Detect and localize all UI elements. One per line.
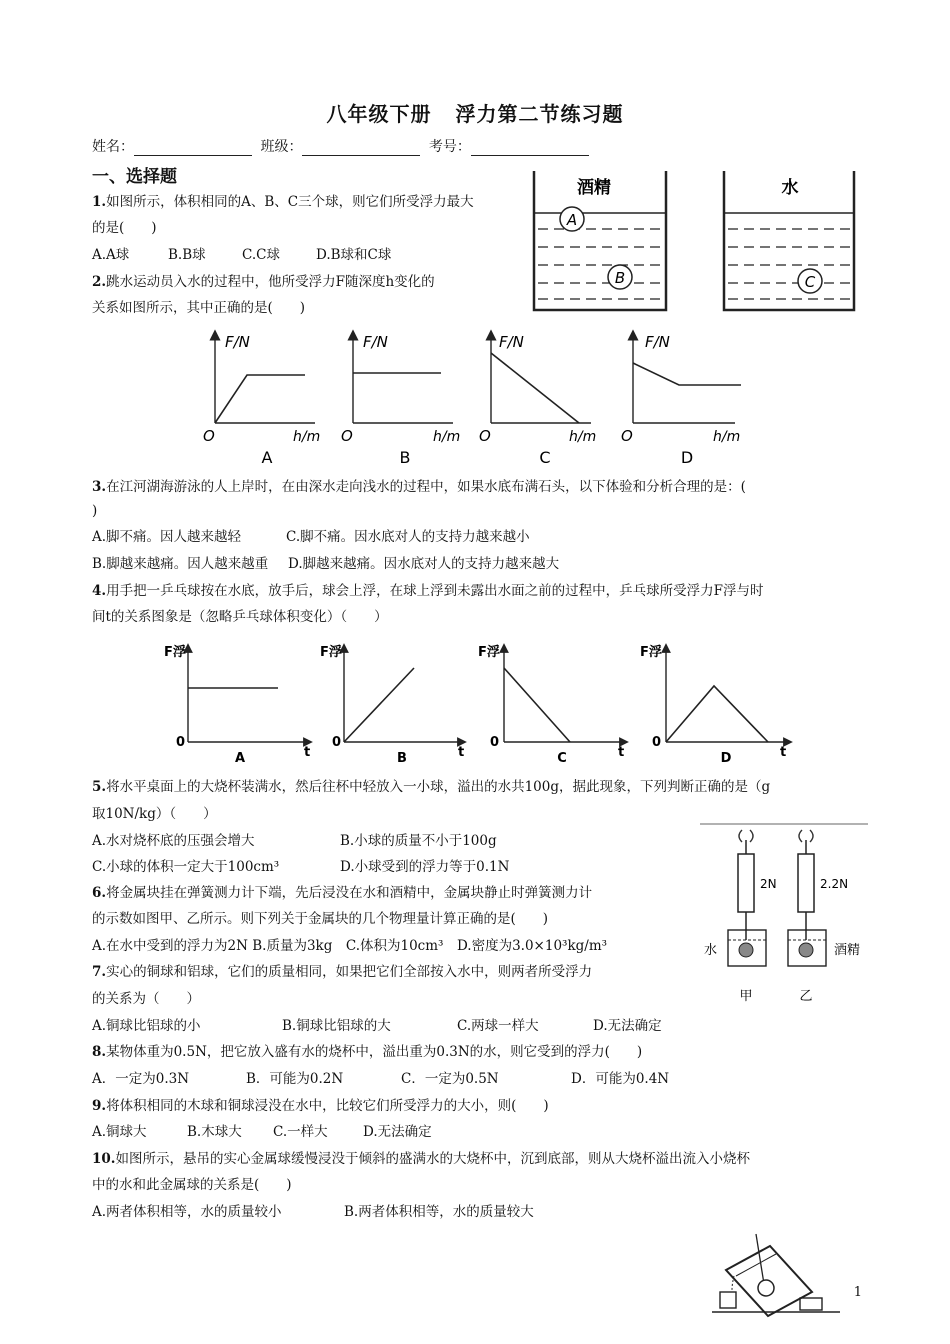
q2-b-origin: O xyxy=(341,427,353,445)
q2-d-letter[interactable]: D xyxy=(680,448,694,467)
q1-line2: 的是( ) xyxy=(92,220,157,236)
scale-left xyxy=(704,830,777,1004)
q7-option-d[interactable]: D.无法确定 xyxy=(593,1018,662,1034)
q9-option-a[interactable]: A.铜球大 xyxy=(92,1124,147,1140)
name-blank[interactable] xyxy=(134,141,252,156)
q10-line1 xyxy=(92,1150,750,1168)
q6-spring-scale-figure xyxy=(700,822,870,1007)
q4-d-ylabel: F浮 xyxy=(640,645,662,660)
q8-line1 xyxy=(92,1043,642,1061)
q1-options xyxy=(92,246,391,264)
q4-b-ylabel: F浮 xyxy=(320,645,342,660)
q6-number: 6. xyxy=(92,885,107,901)
q1-text1: 如图所示，体积相同的A、B、C三个球，则它们所受浮力最大 xyxy=(106,194,474,210)
q6-text1: 将金属块挂在弹簧测力计下端，先后浸没在水和酒精中，金属块静止时弹簧测力计 xyxy=(106,885,593,901)
q4-c-xlabel: t xyxy=(618,745,625,760)
q2-text1: 跳水运动员入水的过程中，他所受浮力F随深度h变化的 xyxy=(106,274,435,290)
q2-a-letter[interactable]: A xyxy=(261,448,273,467)
q9-line1 xyxy=(92,1097,549,1115)
q4-number: 4. xyxy=(92,583,107,599)
q2-b-letter[interactable]: B xyxy=(399,448,411,467)
alcohol-label: 酒精 xyxy=(577,178,611,198)
q9-number: 9. xyxy=(92,1098,107,1114)
q5-option-a[interactable]: A.水对烧杯底的压强会增大 xyxy=(92,833,255,849)
q4-graph-d xyxy=(640,644,788,766)
q10-option-b[interactable]: B.两者体积相等，水的质量较大 xyxy=(344,1204,534,1220)
q8-text1: 某物体重为0.5N，把它放入盛有水的烧杯中，溢出重为0.3N的水，则它受到的浮力( ) xyxy=(106,1044,643,1060)
page-number: 1 xyxy=(853,1285,862,1300)
q7-line2: 的关系为（ ） xyxy=(92,991,200,1007)
q3-option-c[interactable]: C.脚不痛。因水底对人的支持力越来越小 xyxy=(286,529,530,545)
q8-options xyxy=(92,1070,669,1088)
q8-option-d[interactable]: D．可能为0.4N xyxy=(571,1071,670,1087)
q2-d-origin: O xyxy=(621,427,633,445)
class-blank[interactable] xyxy=(302,141,420,156)
q5-line2: 取10N/kg）（ ） xyxy=(92,806,217,822)
q1-beakers-figure xyxy=(528,165,868,315)
q4-graph-c xyxy=(478,644,624,766)
q5-line1 xyxy=(92,778,770,796)
q10-line2: 中的水和此金属球的关系是( ) xyxy=(92,1177,292,1193)
q4-graph-b xyxy=(320,644,464,766)
q4-graph-a xyxy=(164,644,310,766)
q9-option-d[interactable]: D.无法确定 xyxy=(363,1124,432,1140)
q1-line1 xyxy=(92,193,474,211)
q1-option-d[interactable]: D.B球和C球 xyxy=(316,247,392,263)
q7-options xyxy=(92,1017,662,1035)
q2-line2: 关系如图所示，其中正确的是( ) xyxy=(92,300,306,316)
q3-option-a[interactable]: A.脚不痛。因人越来越轻 xyxy=(92,529,242,545)
q5-number: 5. xyxy=(92,779,107,795)
class-label: 班级： xyxy=(260,139,303,155)
q5-option-c[interactable]: C.小球的体积一定大于100cm³ xyxy=(92,859,280,875)
q4-d-xlabel: t xyxy=(780,745,787,760)
q6-line2: 的示数如图甲、乙所示。则下列关于金属块的几个物理量计算正确的是( ) xyxy=(92,911,549,927)
q2-c-origin: O xyxy=(479,427,491,445)
q2-c-ylabel: F/N xyxy=(499,333,524,351)
reading-left: 2N xyxy=(760,877,777,891)
q3-option-d[interactable]: D.脚越来越痛。因水底对人的支持力越来越大 xyxy=(288,556,560,572)
q8-number: 8. xyxy=(92,1044,107,1060)
q2-graph-c xyxy=(479,333,596,467)
page-title xyxy=(0,98,950,127)
q5-text1: 将水平桌面上的大烧杯装满水，然后往杯中轻放入一小球，溢出的水共100g，据此现象，下列判断正确的是（g xyxy=(106,779,771,795)
q10-options xyxy=(92,1203,534,1221)
q5-option-b[interactable]: B.小球的质量不小于100g xyxy=(340,833,497,849)
number-label: 考号： xyxy=(428,139,471,155)
q2-graph-b xyxy=(341,333,460,467)
q10-tilted-beaker-figure xyxy=(712,1232,842,1318)
ball-b-label: B xyxy=(614,269,626,287)
q4-b-xlabel: t xyxy=(458,745,465,760)
title-topic: 浮力第二节练习题 xyxy=(455,102,624,126)
liquid-left: 水 xyxy=(704,943,718,958)
q3-line2: ) xyxy=(92,503,98,519)
water-label: 水 xyxy=(781,178,799,198)
q2-a-xlabel: h/m xyxy=(293,429,321,445)
q4-b-origin: 0 xyxy=(332,735,342,750)
q4-a-ylabel: F浮 xyxy=(164,645,186,660)
q4-a-letter[interactable]: A xyxy=(234,751,246,766)
q4-c-origin: 0 xyxy=(490,735,500,750)
label-jia: 甲 xyxy=(739,989,753,1004)
title-grade: 八年级下册 xyxy=(326,102,432,126)
q5-options-row2 xyxy=(92,858,509,876)
student-info-row xyxy=(92,136,593,156)
q3-options-row1 xyxy=(92,528,530,546)
q1-option-b[interactable]: B.B球 xyxy=(168,247,206,263)
q1-option-a[interactable]: A.A球 xyxy=(92,247,130,263)
ball-a-label: A xyxy=(566,211,578,229)
q5-options-row1 xyxy=(92,832,497,850)
q4-d-origin: 0 xyxy=(652,735,662,750)
q9-option-c[interactable]: C.一样大 xyxy=(273,1124,328,1140)
q4-line1 xyxy=(92,582,763,600)
q4-text1: 用手把一乒乓球按在水底，放手后，球会上浮，在球上浮到未露出水面之前的过程中，乒乓球所受浮力F浮与时 xyxy=(106,583,764,599)
q2-line1 xyxy=(92,273,435,291)
q2-d-ylabel: F/N xyxy=(645,333,670,351)
q5-option-d[interactable]: D.小球受到的浮力等于0.1N xyxy=(340,859,510,875)
q1-option-c[interactable]: C.C球 xyxy=(242,247,280,263)
q3-options-row2 xyxy=(92,555,559,573)
q7-option-c[interactable]: C.两球一样大 xyxy=(457,1018,539,1034)
q8-option-b[interactable]: B．可能为0.2N xyxy=(246,1071,344,1087)
q3-line1 xyxy=(92,478,746,496)
q7-line1 xyxy=(92,963,592,981)
q2-graph-a xyxy=(203,333,320,467)
q3-option-b[interactable]: B.脚越来越痛。因人越来越重 xyxy=(92,556,269,572)
q3-text1: 在江河湖海游泳的人上岸时，在由深水走向浅水的过程中，如果水底布满石头，以下体验和分析合理的是：( xyxy=(106,479,746,495)
q2-c-letter[interactable]: C xyxy=(539,448,551,467)
q1-number: 1. xyxy=(92,194,107,210)
name-label: 姓名： xyxy=(92,139,134,155)
q2-b-ylabel: F/N xyxy=(363,333,388,351)
section-heading: 一、选择题 xyxy=(92,167,177,187)
q4-d-letter[interactable]: D xyxy=(720,751,732,766)
q4-b-letter[interactable]: B xyxy=(397,751,407,766)
q2-a-ylabel: F/N xyxy=(225,333,250,351)
q2-number: 2. xyxy=(92,274,107,290)
q8-option-c[interactable]: C．一定为0.5N xyxy=(401,1071,499,1087)
q4-a-xlabel: t xyxy=(304,745,311,760)
q4-c-letter[interactable]: C xyxy=(557,751,567,766)
scale-right xyxy=(788,830,860,1004)
q3-number: 3. xyxy=(92,479,107,495)
reading-right: 2.2N xyxy=(820,877,849,891)
q7-option-b[interactable]: B.铜球比铝球的大 xyxy=(282,1018,391,1034)
number-blank[interactable] xyxy=(471,141,589,156)
q6-line1 xyxy=(92,884,592,902)
q4-line2: 间t的关系图象是（忽略乒乓球体积变化）（ ） xyxy=(92,609,388,625)
q2-graphs xyxy=(195,325,755,470)
q4-graphs xyxy=(158,638,798,770)
label-yi: 乙 xyxy=(799,989,813,1004)
alcohol-beaker xyxy=(534,171,666,310)
q7-number: 7. xyxy=(92,964,107,980)
q2-b-xlabel: h/m xyxy=(433,429,461,445)
q7-text1: 实心的铜球和铝球，它们的质量相同，如果把它们全部按入水中，则两者所受浮力 xyxy=(106,964,593,980)
q10-option-a[interactable]: A.两者体积相等，水的质量较小 xyxy=(92,1204,282,1220)
q6-options[interactable]: A.在水中受到的浮力为2N B.质量为3kg C.体积为10cm³ D.密度为3.0×10³kg/m³ xyxy=(92,938,608,954)
q10-text1: 如图所示，悬吊的实心金属球缓慢浸没于倾斜的盛满水的大烧杯中，沉到底部，则从大烧杯溢出流入小烧杯 xyxy=(115,1151,750,1167)
q2-c-xlabel: h/m xyxy=(569,429,597,445)
q9-text1: 将体积相同的木球和铜球浸没在水中，比较它们所受浮力的大小，则( ) xyxy=(106,1098,549,1114)
q4-c-ylabel: F浮 xyxy=(478,645,500,660)
q4-a-origin: 0 xyxy=(176,735,186,750)
q9-option-b[interactable]: B.木球大 xyxy=(187,1124,242,1140)
q2-a-origin: O xyxy=(203,427,215,445)
q2-d-xlabel: h/m xyxy=(713,429,741,445)
ball-c-label: C xyxy=(804,273,816,291)
water-beaker xyxy=(724,171,854,310)
q8-option-a[interactable]: A．一定为0.3N xyxy=(92,1071,190,1087)
q7-option-a[interactable]: A.铜球比铝球的小 xyxy=(92,1018,201,1034)
q9-options xyxy=(92,1123,432,1141)
q10-number: 10. xyxy=(92,1151,116,1167)
liquid-right: 酒精 xyxy=(834,943,861,958)
q2-graph-d xyxy=(621,333,741,467)
